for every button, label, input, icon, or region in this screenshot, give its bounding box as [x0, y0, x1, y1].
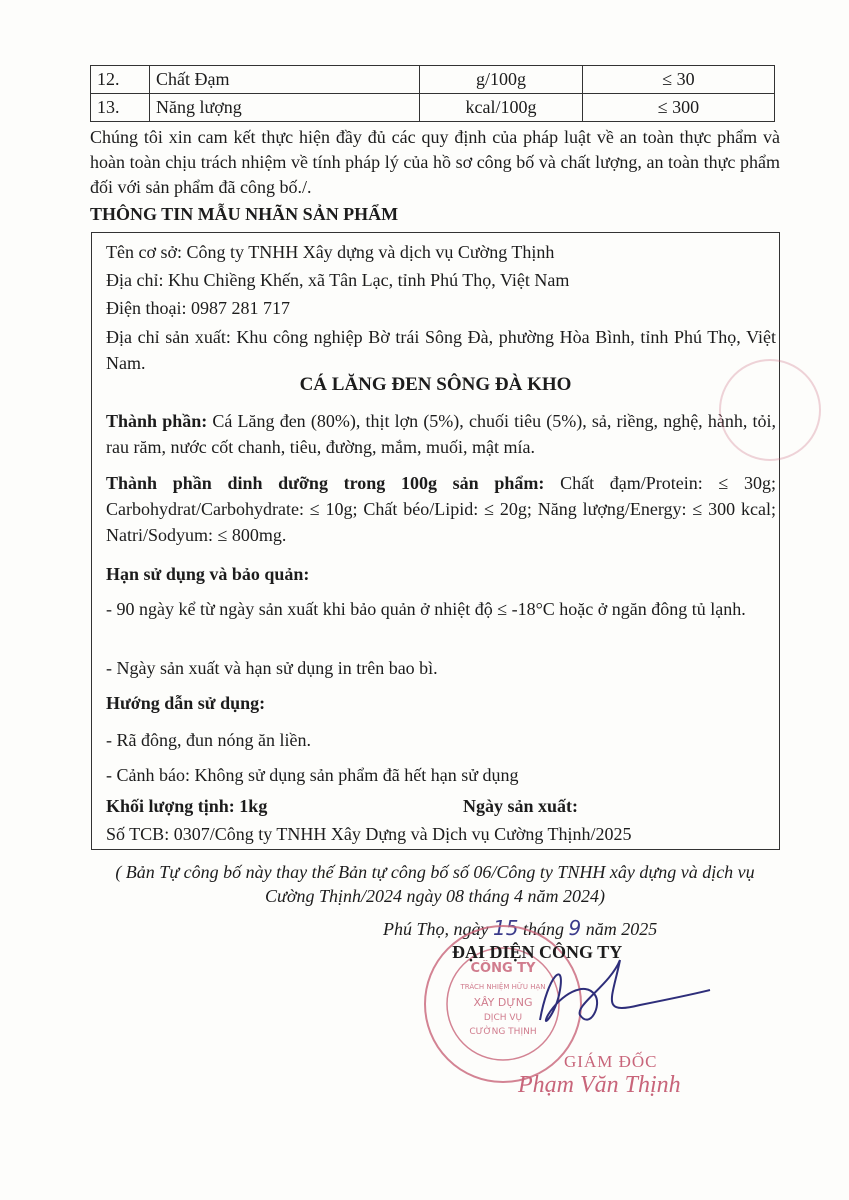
usage-heading: Hướng dẫn sử dụng: [106, 693, 266, 713]
month-word: tháng [522, 919, 564, 939]
facility-name: Tên cơ sở: Công ty TNHH Xây dựng và dịch vụ Cường Thịnh [106, 242, 555, 262]
usage-instruction: - Rã đông, đun nóng ăn liền. [106, 730, 311, 750]
signing-year: năm 2025 [585, 919, 658, 939]
criterion-name: Năng lượng [150, 94, 420, 122]
facility-address: Địa chỉ: Khu Chiềng Khến, xã Tân Lạc, tỉnh Phú Thọ, Việt Nam [106, 270, 570, 290]
partial-seal-mark [720, 360, 820, 460]
row-number: 13. [91, 94, 150, 122]
facility-phone: Điện thoại: 0987 281 717 [106, 298, 290, 318]
net-weight: Khối lượng tịnh: 1kg [106, 796, 268, 816]
ingredients-text: Cá Lăng đen (80%), thịt lợn (5%), chuối tiêu (5%), sả, riềng, nghệ, hành, tỏi, rau răm, nước cốt chanh, tiêu, đường, mắm, muối, mật mía. [106, 411, 776, 457]
seal-text-2: TRÁCH NHIỆM HỮU HẠN [460, 983, 546, 991]
tcb-number: Số TCB: 0307/Công ty TNHH Xây Dựng và Dịch vụ Cường Thịnh/2025 [106, 824, 632, 844]
signing-month: 9 [568, 916, 582, 940]
signing-day: 15 [493, 916, 519, 940]
shelf-life-heading: Hạn sử dụng và bảo quản: [106, 564, 310, 584]
signing-place: Phú Thọ, ngày [383, 919, 489, 939]
replacement-note: ( Bản Tự công bố này thay thế Bản tự công bố số 06/Công ty TNHH xây dựng và dịch vụ Cường Thịnh/2024 ngày 08 tháng 4 năm 2024) [115, 862, 755, 906]
production-address: Địa chỉ sản xuất: Khu công nghiệp Bờ trái Sông Đà, phường Hòa Bình, tỉnh Phú Thọ, Việt Nam. [106, 327, 776, 373]
company-representative: ĐẠI DIỆN CÔNG TY [452, 942, 623, 962]
director-title: GIÁM ĐỐC [564, 1052, 658, 1071]
criterion-limit: ≤ 30 [583, 66, 775, 94]
criterion-unit: g/100g [420, 66, 583, 94]
seal-text-5: CƯỜNG THỊNH [469, 1027, 537, 1037]
seal-text-4: DỊCH VỤ [483, 1013, 523, 1023]
row-number: 12. [91, 66, 150, 94]
ingredients-label: Thành phần: [106, 411, 208, 431]
director-signature [540, 960, 710, 1021]
criterion-unit: kcal/100g [420, 94, 583, 122]
manufacture-date-label: Ngày sản xuất: [463, 796, 579, 816]
product-name: CÁ LĂNG ĐEN SÔNG ĐÀ KHO [299, 374, 572, 395]
seal-text-1: CÔNG TY [470, 961, 536, 976]
commitment-paragraph: Chúng tôi xin cam kết thực hiện đầy đủ các quy định của pháp luật về an toàn thực phẩm và hoàn toàn chịu trách nhiệm về tính pháp lý của hồ sơ công bố và chất lượng, an toàn thực phẩm đối với sản phẩm đã công bố./. [90, 127, 780, 197]
shelf-life-storage: - 90 ngày kể từ ngày sản xuất khi bảo quản ở nhiệt độ ≤ -18°C hoặc ở ngăn đông tủ lạnh. [106, 599, 746, 619]
seal-text-3: XÂY DỰNG [473, 996, 533, 1009]
shelf-life-printing: - Ngày sản xuất và hạn sử dụng in trên bao bì. [106, 658, 438, 678]
label-section-title: THÔNG TIN MẪU NHÃN SẢN PHẨM [90, 204, 399, 224]
nutrition-text: Chất đạm/Protein: ≤ 30g; Carbohydrat/Carbohydrate: ≤ 10g; Chất béo/Lipid: ≤ 20g; Năng lượng/Energy: ≤ 300 kcal; Natri/Sodyum: ≤ 800mg. [106, 473, 776, 545]
criterion-name: Chất Đạm [150, 66, 420, 94]
criterion-limit: ≤ 300 [583, 94, 775, 122]
usage-warning: - Cảnh báo: Không sử dụng sản phẩm đã hết hạn sử dụng [106, 765, 519, 785]
director-name: Phạm Văn Thịnh [518, 1072, 681, 1098]
nutrition-label: Thành phần dinh dưỡng trong 100g sản phẩm: [106, 473, 545, 493]
